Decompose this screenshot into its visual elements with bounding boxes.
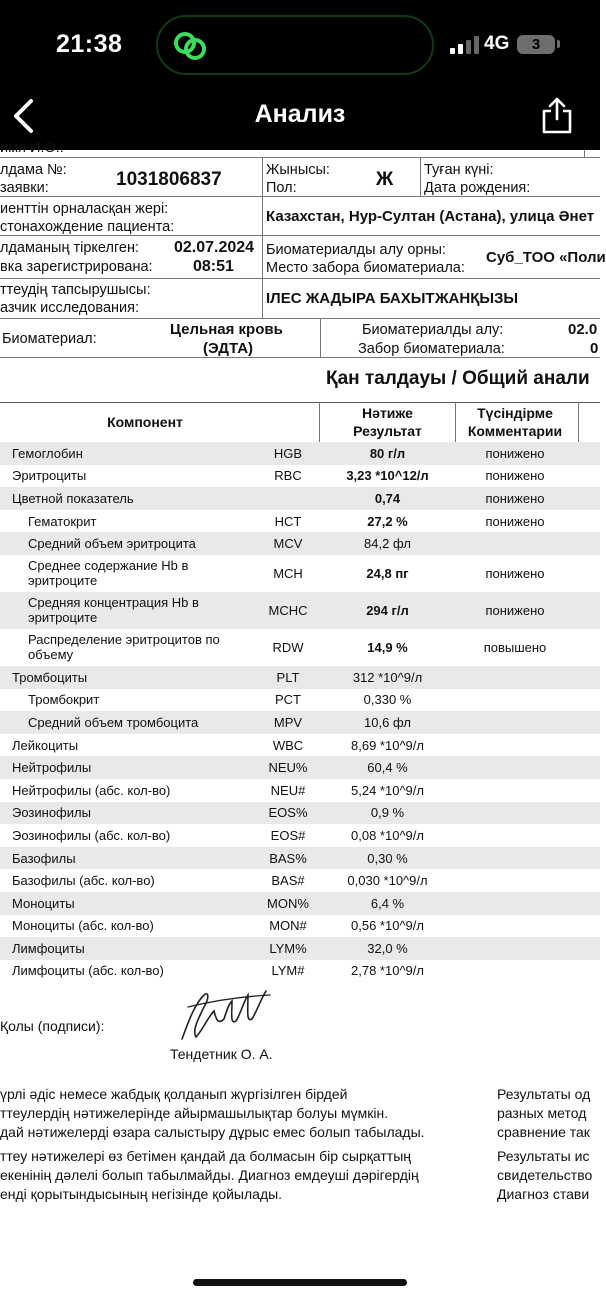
share-icon[interactable]: [540, 95, 574, 135]
divider: [0, 235, 600, 236]
divider: [262, 158, 263, 196]
col-result-ru: Результат: [353, 423, 422, 439]
component-name: Эритроциты: [12, 468, 87, 484]
component-name: Гематокрит: [28, 513, 97, 529]
collection-label-ru: Забор биоматериала:: [358, 341, 505, 357]
signature-image: [174, 985, 284, 1045]
disclaimer-kz-line: ттеу нәтижелері өз бетімен қандай да болмасын бір сырқаттың: [0, 1148, 411, 1164]
table-row: [0, 756, 600, 779]
divider: [0, 278, 600, 279]
disclaimer-ru-line: сравнение так: [497, 1124, 590, 1140]
result-value: 0,30 %: [367, 850, 408, 866]
component-name: Гемоглобин: [12, 445, 83, 461]
table-row: [0, 915, 600, 938]
component-code: PCT: [275, 692, 301, 708]
component-code: EOS%: [268, 805, 308, 821]
location-label-kz: иенттін орналасқан жері:: [0, 201, 169, 217]
component-name: Эозинофилы (абс. кол-во): [12, 827, 171, 843]
table-row: [0, 779, 600, 802]
section-title: Қан талдауы / Общий анали: [326, 368, 590, 389]
result-value: 3,23 *10^12/л: [346, 468, 429, 484]
component-name: Средний объем эритроцита: [28, 536, 196, 552]
component-code: WBC: [272, 737, 304, 753]
table-row: [0, 960, 600, 983]
divider: [0, 318, 600, 319]
disclaimer-kz-line: ттеулердің нәтижелерінде айырмашылықтар болуы мүмкін.: [0, 1105, 389, 1121]
result-value: 24,8 пг: [366, 565, 409, 581]
disclaimer-kz-line: үрлі әдіс немесе жабдық қолданып жүргізілген бірдей: [0, 1086, 348, 1102]
table-row: [0, 555, 600, 592]
component-code: LYM%: [269, 940, 307, 956]
component-code: MCV: [273, 536, 303, 552]
divider: [0, 196, 600, 197]
customer-value: ІЛЕС ЖАДЫРА БАХЫТЖАНҚЫЗЫ: [266, 290, 519, 307]
registered-label-kz: лдаманың тіркелген:: [0, 240, 140, 256]
table-row: [0, 442, 600, 465]
component-code: MPV: [273, 714, 303, 730]
comment-value: понижено: [485, 565, 545, 581]
divider: [0, 157, 600, 158]
component-name: Лимфоциты (абс. кол-во): [12, 963, 164, 979]
battery-tip: [557, 40, 560, 48]
link-icon: [172, 30, 208, 62]
table-row: [0, 666, 600, 689]
comment-value: [455, 824, 575, 847]
result-value: 14,9 %: [367, 639, 408, 655]
divider: [420, 158, 421, 196]
component-name: Средний объем тромбоцита: [28, 714, 199, 730]
divider: [584, 150, 585, 158]
table-row: [0, 532, 600, 555]
component-name: Нейтрофилы (абс. кол-во): [12, 782, 171, 798]
divider: [0, 402, 600, 403]
component-code: PLT: [276, 669, 300, 685]
table-row: [0, 487, 600, 510]
comment-value: понижено: [485, 602, 545, 618]
result-value: 0,9 %: [370, 805, 405, 821]
divider: [262, 279, 263, 318]
component-code: HCT: [274, 513, 302, 529]
table-row: [0, 629, 600, 666]
table-header: [0, 402, 600, 442]
customer-label-kz: ттеудің тапсырушысы:: [0, 282, 151, 298]
dynamic-island[interactable]: [156, 15, 434, 75]
component-name: Цветной показатель: [12, 490, 134, 506]
network-type: 4G: [484, 33, 510, 54]
registered-label-ru: вка зарегистрирована:: [0, 259, 153, 275]
component-code: BAS%: [269, 850, 307, 866]
comment-value: повышено: [483, 639, 547, 655]
disclaimer-ru-line: свидетельство: [497, 1167, 593, 1183]
comment-value: понижено: [485, 445, 545, 461]
battery-icon: 3: [517, 35, 555, 54]
component-name: Нейтрофилы: [12, 760, 92, 776]
location-label-ru: стонахождение пациента:: [0, 219, 175, 235]
result-value: 5,24 *10^9/л: [351, 782, 424, 798]
biomaterial-line2: (ЭДТА): [203, 340, 254, 357]
patient-name-label: имя И.О.:: [0, 140, 64, 156]
component-name: Базофилы: [12, 850, 76, 866]
result-value: 84,2 фл: [364, 536, 411, 552]
divider: [320, 319, 321, 357]
comment-value: [455, 532, 575, 555]
collection-date: 02.0: [568, 321, 598, 338]
comment-value: [455, 892, 575, 915]
table-row: [0, 711, 600, 734]
registered-time: 08:51: [193, 258, 234, 275]
order-number: 1031806837: [116, 169, 222, 190]
collection-label-kz: Биоматериалды алу:: [362, 322, 504, 338]
col-component: Компонент: [107, 414, 183, 430]
comment-value: понижено: [485, 513, 545, 529]
result-value: 8,69 *10^9/л: [351, 737, 424, 753]
component-name: Среднее содержание Hb в эритроците: [28, 558, 189, 589]
gender-label-ru: Пол:: [266, 180, 297, 196]
component-code: EOS#: [270, 827, 306, 843]
result-value: 0,74: [374, 490, 401, 506]
table-row: [0, 592, 600, 629]
component-code: BAS#: [271, 873, 305, 889]
biomaterial-place-label-kz: Биоматериалды алу орны:: [266, 242, 446, 258]
component-name: Тромбокрит: [28, 692, 100, 708]
comment-value: [455, 689, 575, 712]
table-row: [0, 510, 600, 533]
table-row: [0, 869, 600, 892]
comment-value: [455, 666, 575, 689]
comment-value: [455, 756, 575, 779]
disclaimer-ru-line: Результаты од: [497, 1086, 591, 1102]
component-name: Базофилы (абс. кол-во): [12, 873, 155, 889]
component-code: MCHC: [268, 602, 308, 618]
comment-value: [455, 779, 575, 802]
results-table: [0, 442, 600, 982]
signal-icon: [450, 36, 480, 54]
result-value: 10,6 фл: [364, 714, 411, 730]
result-value: 32,0 %: [367, 940, 408, 956]
lab-report-document[interactable]: [0, 140, 606, 1300]
disclaimer-ru-line: разных метод: [497, 1105, 587, 1121]
biomaterial-place-value: Суб_ТОО «Поли: [486, 249, 606, 266]
result-value: 0,330 %: [363, 692, 412, 708]
location-value: Казахстан, Нур-Султан (Астана), улица Әнет: [266, 208, 595, 225]
col-result-kz: Нәтиже: [362, 405, 413, 421]
col-comment-kz: Түсіндірме: [477, 405, 553, 421]
component-code: RBC: [274, 468, 302, 484]
result-value: 0,56 *10^9/л: [351, 918, 424, 934]
result-value: 0,08 *10^9/л: [351, 827, 424, 843]
disclaimer-kz-line: енді қорытындысының негізінде қойылады.: [0, 1186, 283, 1202]
birth-label-kz: Туған күні:: [424, 162, 494, 178]
component-name: Тромбоциты: [12, 669, 88, 685]
signer-name: Тендетник О. А.: [170, 1046, 273, 1062]
component-code: MON%: [267, 895, 309, 911]
gender-label-kz: Жынысы:: [266, 162, 330, 178]
divider: [578, 402, 579, 442]
component-name: Лимфоциты: [12, 940, 85, 956]
biomaterial-line1: Цельная кровь: [170, 321, 283, 338]
comment-value: [455, 937, 575, 960]
comment-value: [455, 960, 575, 983]
component-code: NEU%: [268, 760, 308, 776]
comment-value: понижено: [485, 468, 545, 484]
result-value: 6,4 %: [370, 895, 405, 911]
order-label-ru: заявки:: [0, 180, 49, 196]
component-name: Средняя концентрация Hb в эритроците: [28, 595, 199, 626]
component-name: Моноциты: [12, 895, 75, 911]
table-row: [0, 689, 600, 712]
comment-value: [455, 847, 575, 870]
comment-value: [455, 915, 575, 938]
result-value: 0,030 *10^9/л: [347, 873, 428, 889]
comment-value: [455, 711, 575, 734]
component-code: MON#: [269, 918, 307, 934]
component-code: NEU#: [270, 782, 306, 798]
table-row: [0, 465, 600, 488]
comment-value: [455, 802, 575, 825]
result-value: 294 г/л: [366, 602, 409, 618]
table-row: [0, 847, 600, 870]
result-value: 80 г/л: [369, 445, 406, 461]
component-code: HGB: [273, 445, 303, 461]
component-name: Моноциты (абс. кол-во): [12, 918, 154, 934]
divider: [262, 236, 263, 278]
registered-date: 02.07.2024: [174, 239, 255, 256]
component-code: MCH: [273, 565, 303, 581]
home-indicator[interactable]: [193, 1279, 407, 1286]
result-value: 60,4 %: [367, 760, 408, 776]
result-value: 27,2 %: [367, 513, 408, 529]
disclaimer-kz-line: екенінің дәлелі болып табылмайды. Диагноз емдеуші дәрігердің: [0, 1167, 419, 1183]
page-title: Анализ: [254, 100, 346, 128]
comment-value: [455, 869, 575, 892]
comment-value: [455, 734, 575, 757]
comment-value: понижено: [485, 490, 545, 506]
top-bar: [0, 0, 600, 150]
table-row: [0, 734, 600, 757]
disclaimer-kz-line: дай нәтижелерді өзара салыстыру дұрыс емес болып табылады.: [0, 1124, 425, 1140]
col-comment-ru: Комментарии: [467, 423, 563, 439]
signature-label: Қолы (подписи):: [0, 1018, 105, 1034]
customer-label-ru: азчик исследования:: [0, 300, 140, 316]
result-value: 2,78 *10^9/л: [351, 963, 424, 979]
status-time: 21:38: [56, 30, 123, 58]
table-row: [0, 937, 600, 960]
component-code: RDW: [272, 639, 304, 655]
component-name: Эозинофилы: [12, 805, 91, 821]
order-label-kz: лдама №:: [0, 162, 67, 178]
component-name: Распределение эритроцитов по объему: [28, 632, 220, 663]
component-code: LYM#: [271, 963, 305, 979]
component-name: Лейкоциты: [12, 737, 79, 753]
divider: [262, 197, 263, 235]
disclaimer-ru-line: Результаты ис: [497, 1148, 590, 1164]
disclaimer-ru-line: Диагноз стави: [497, 1186, 590, 1202]
table-row: [0, 802, 600, 825]
birth-label-ru: Дата рождения:: [424, 180, 531, 196]
table-row: [0, 824, 600, 847]
result-value: 312 *10^9/л: [352, 669, 423, 685]
biomaterial-place-label-ru: Место забора биоматериала:: [266, 260, 465, 276]
table-row: [0, 892, 600, 915]
divider: [0, 357, 600, 358]
collection-time: 0: [590, 340, 599, 357]
gender-value: Ж: [376, 169, 394, 190]
biomaterial-label: Биоматериал:: [2, 331, 97, 347]
